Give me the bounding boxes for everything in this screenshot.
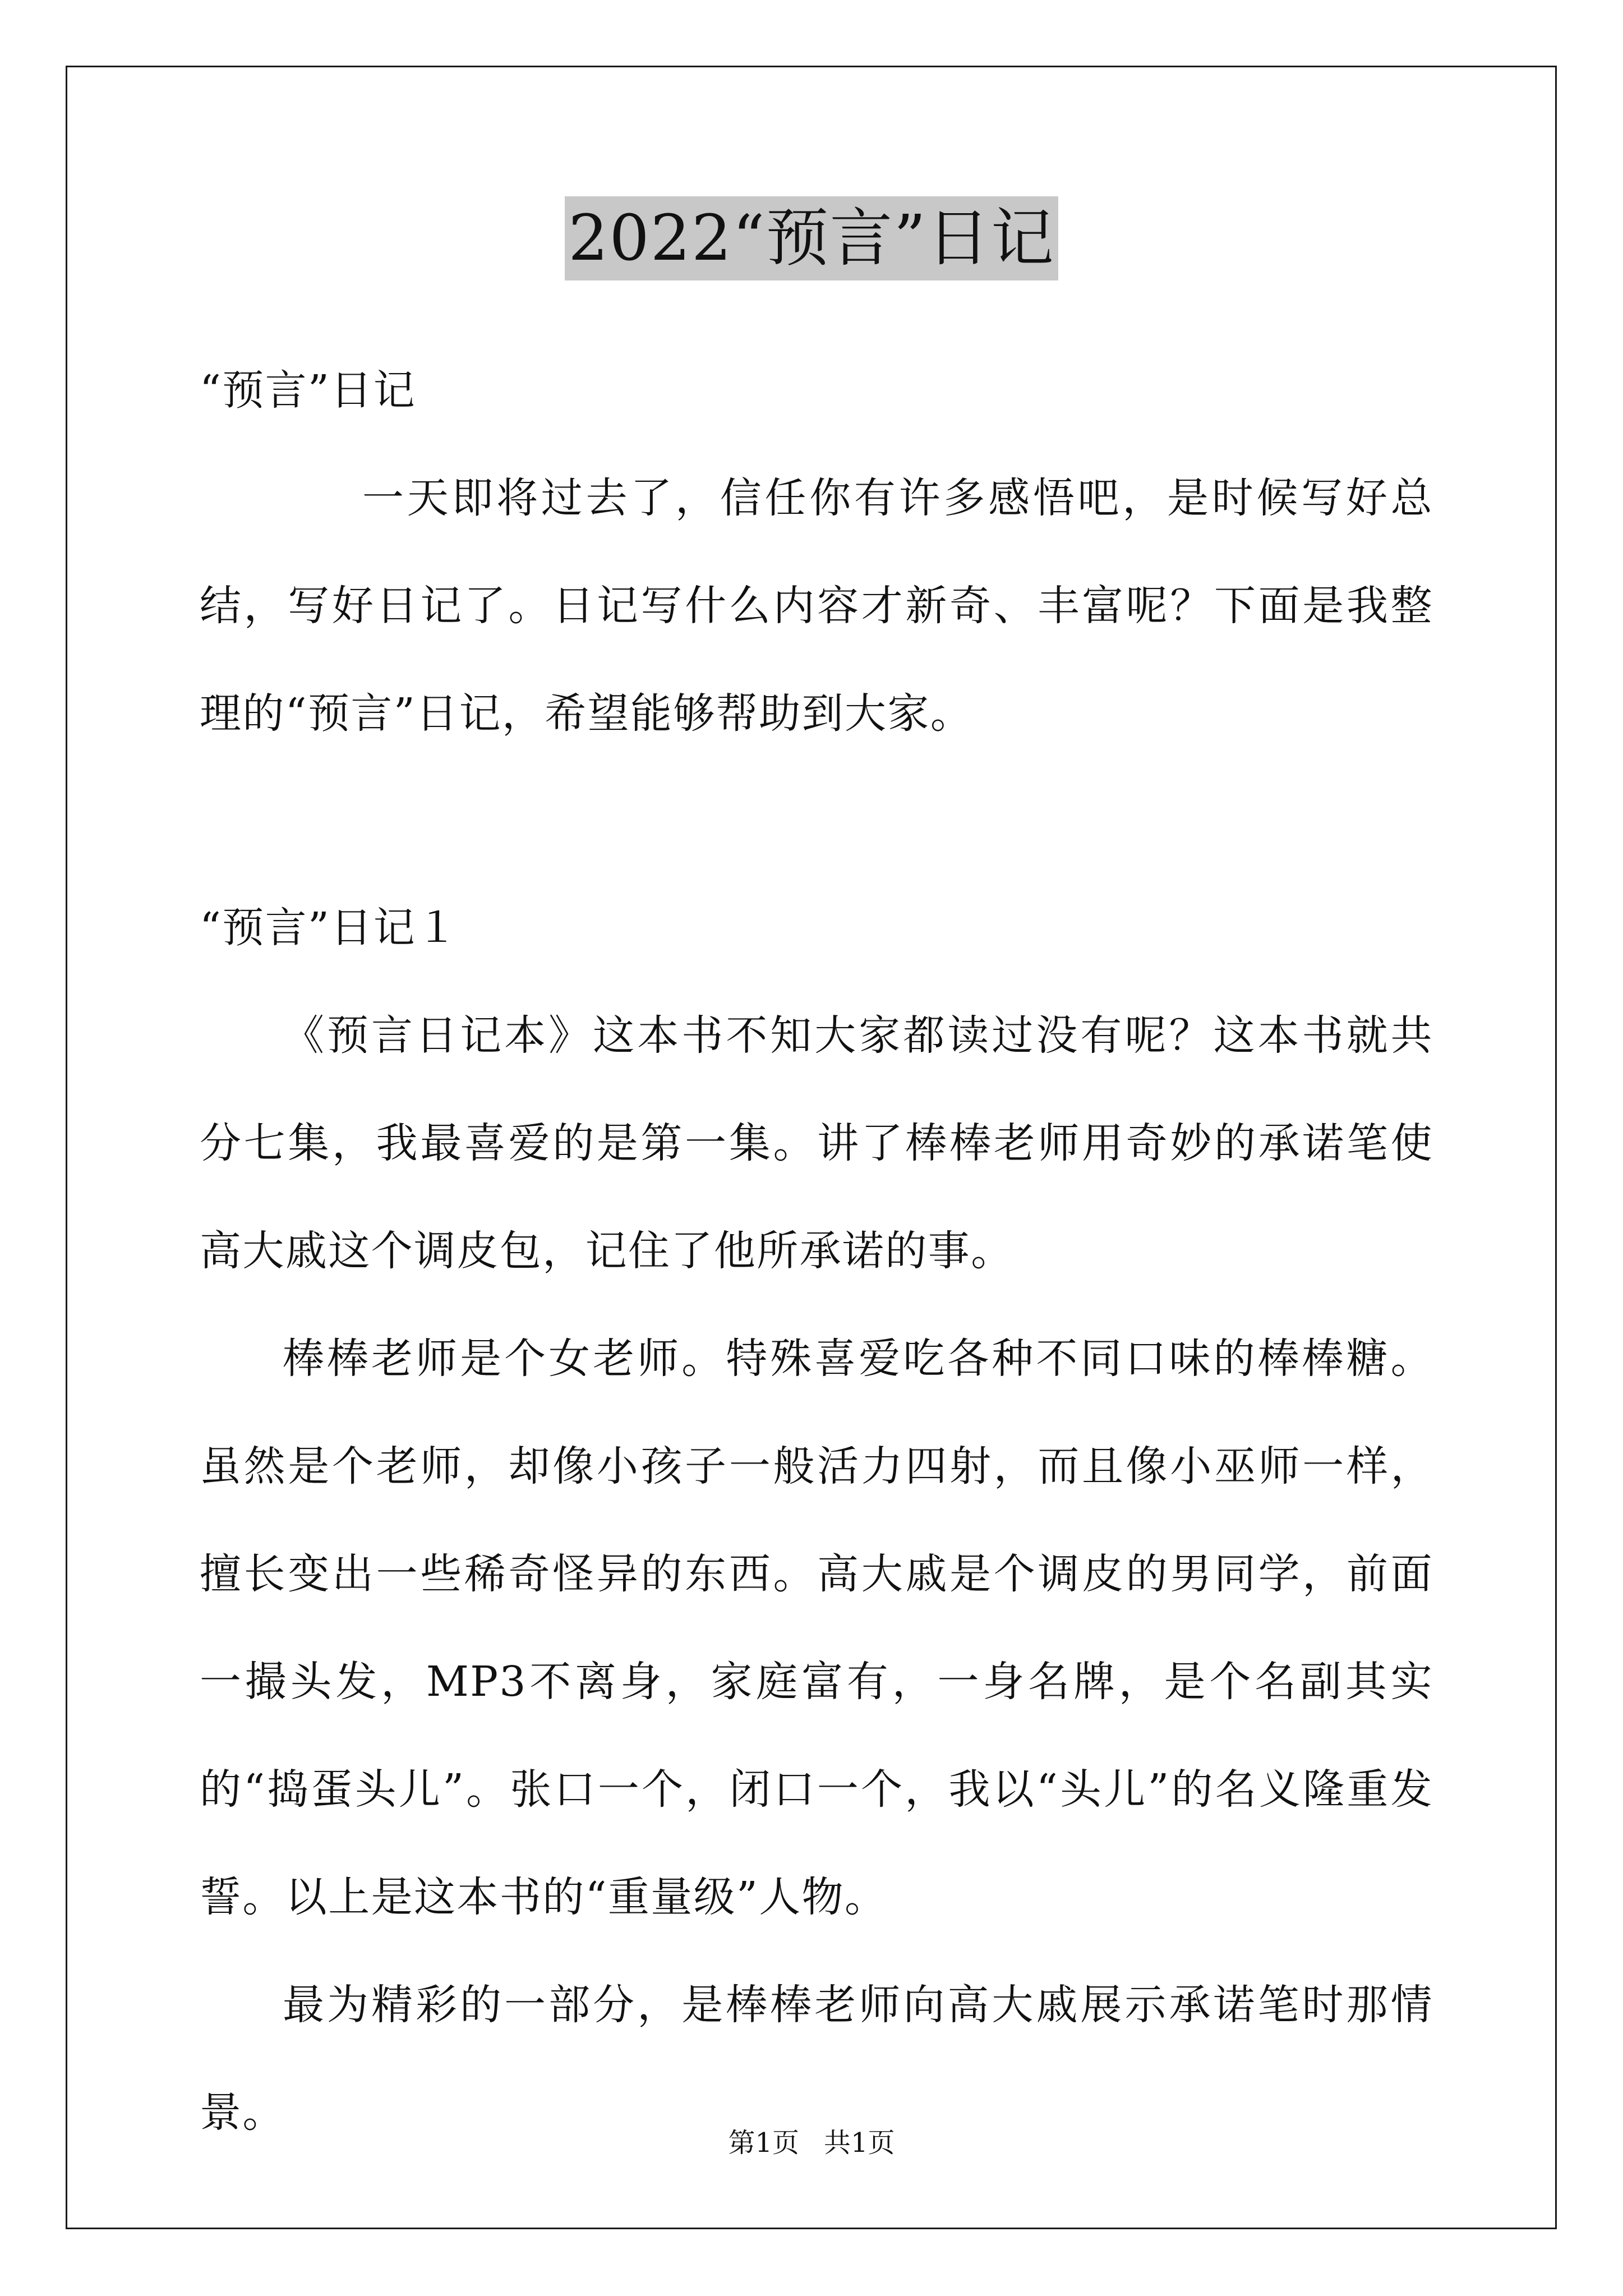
intro-paragraph: 一天即将过去了，信任你有许多感悟吧，是时候写好总结，写好日记了。日记写什么内容才新奇、丰富呢？下面是我整理的“预言”日记，希望能够帮助到大家。	[200, 474, 1433, 738]
paragraph-gap	[200, 767, 1433, 874]
body-paragraph-1: 《预言日记本》这本书不知大家都读过没有呢？这本书就共分七集，我最喜爱的是第一集。讲了棒棒老师用奇妙的承诺笔使高大戚这个调皮包，记住了他所承诺的事。	[200, 1011, 1433, 1275]
title-container	[0, 196, 1623, 280]
page-number-current: 第1页	[728, 2127, 799, 2159]
page-number-total: 共1页	[824, 2127, 895, 2159]
subtitle: “预言”日记	[200, 366, 417, 415]
document-title: 2022“预言”日记	[565, 196, 1058, 280]
body-paragraph-2: 棒棒老师是个女老师。特殊喜爱吃各种不同口味的棒棒糖。虽然是个老师，却像小孩子一般活力四射，而且像小巫师一样，擅长变出一些稀奇怪异的东西。高大戚是个调皮的男同学，前面一撮头发，MP3不离身，家庭富有，一身名牌，是个名副其实的“捣蛋头儿”。张口一个，闭口一个，我以“头儿”的名义隆重发誓。以上是这本书的“重量级”人物。	[200, 1335, 1433, 1921]
section-heading: “预言”日记１	[200, 904, 459, 952]
document-body	[200, 337, 1433, 2166]
page-footer	[0, 2123, 1623, 2162]
body-paragraph-3: 最为精彩的一部分，是棒棒老师向高大戚展示承诺笔时那情景。	[200, 1981, 1433, 2137]
